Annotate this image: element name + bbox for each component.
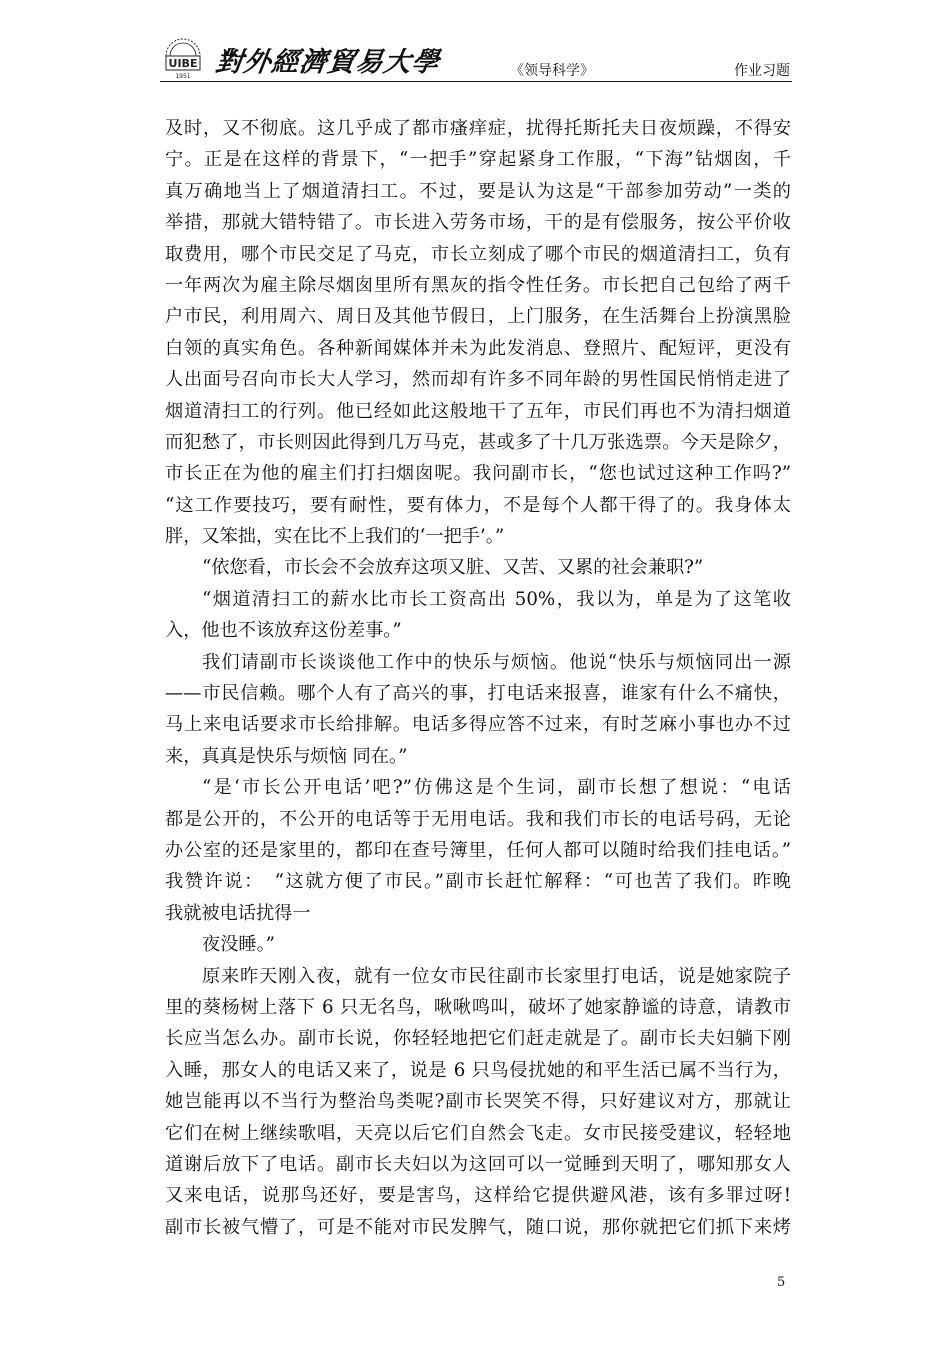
text-line: 又来电话，说那鸟还好，要是害鸟，这样给它提供避风港，该有多罪过呀! <box>165 1185 791 1207</box>
text-line: 办公室的还是家里的，都印在查号簿里，任何人都可以随时给我们挂电话。” <box>165 839 791 861</box>
text-line: 真万确地当上了烟道清扫工。不过，要是认为这是“干部参加劳动”一类的 <box>165 180 791 202</box>
university-name: 對外經濟貿易大學 <box>213 47 442 78</box>
text-line: “是‘市长公开电话’吧?”仿佛这是个生词，副市长想了想说：“电话 <box>202 777 791 799</box>
text-line: 夜没睡。” <box>202 934 275 956</box>
text-line: 长应当怎么办。副市长说，你轻轻地把它们赶走就是了。副市长夫妇躺下刚 <box>165 1028 791 1050</box>
text-line: 及时，又不彻底。这几乎成了都市瘙痒症，扰得托斯托夫日夜烦躁，不得安 <box>165 118 791 139</box>
text-line: 都是公开的，不公开的电话等于无用电话。我和我们市长的电话号码，无论 <box>165 808 791 830</box>
text-line: 而犯愁了，市长则因此得到几万马克，甚或多了十几万张选票。今天是除夕， <box>165 431 791 453</box>
body-text <box>165 113 791 1243</box>
page-header <box>160 22 792 82</box>
text-line: “这工作要技巧，要有耐性，要有体力，不是每个人都干得了的。我身体太 <box>165 494 791 516</box>
text-line: 道谢后放下了电话。副市长夫妇以为这回可以一觉睡到天明了，哪知那女人 <box>165 1153 791 1175</box>
text-line: 原来昨天刚入夜，就有一位女市民往副市长家里打电话，说是她家院子 <box>202 965 791 987</box>
text-line: 马上来电话要求市长给排解。电话多得应答不过来，有时芝麻小事也办不过 <box>165 714 791 736</box>
text-line: ——市民信赖。哪个人有了高兴的事，打电话来报喜，谁家有什么不痛快， <box>165 683 791 705</box>
text-line: 户市民，利用周六、周日及其他节假日，上门服务，在生活舞台上扮演黑脸 <box>165 306 791 328</box>
text-line: 烟道清扫工的行列。他已经如此这般地干了五年，市民们再也不为清扫烟道 <box>165 400 791 422</box>
text-line: 举措，那就大错特错了。市长进入劳务市场，干的是有偿服务，按公平价收 <box>165 212 791 234</box>
text-line: 入睡，那女人的电话又来了，说是 6 只鸟侵扰她的和平生活已属不当行为， <box>165 1059 791 1081</box>
text-line: 副市长被气懵了，可是不能对市民发脾气，随口说，那你就把它们抓下来烤 <box>165 1216 791 1238</box>
university-logo-icon <box>160 36 206 82</box>
text-line: 我赞许说： “这就方便了市民。”副市长赶忙解释：“可也苦了我们。昨晚 <box>165 871 791 893</box>
text-line: 里的葵杨树上落下 6 只无名鸟，啾啾鸣叫，破坏了她家静谧的诗意，请教市 <box>165 996 791 1018</box>
logo-year: 1951 <box>175 73 191 80</box>
text-line: 它们在树上继续歌唱，天亮以后它们自然会飞走。女市民接受建议，轻轻地 <box>165 1122 791 1144</box>
text-line: 一年两次为雇主除尽烟囱里所有黑灰的指令性任务。市长把自己包给了两千 <box>165 274 791 296</box>
text-line: 她岂能再以不当行为整治鸟类呢?副市长哭笑不得，只好建议对方，那就让 <box>165 1091 791 1113</box>
text-line: 入，他也不该放弃这份差事。” <box>165 620 402 642</box>
text-line: 胖，又笨拙，实在比不上我们的‘一把手’。” <box>165 526 505 548</box>
text-line: “烟道清扫工的薪水比市长工资高出 50%，我以为，单是为了这笔收 <box>202 588 791 610</box>
page-number: 5 <box>777 1275 786 1290</box>
text-line: 白领的真实角色。各种新闻媒体并未为此发消息、登照片、配短评，更没有 <box>165 337 791 359</box>
header-rule <box>160 81 792 82</box>
logo-text: UIBE <box>168 57 198 70</box>
course-title: 《领导科学》 <box>510 63 594 79</box>
text-line: 我就被电话扰得一 <box>165 902 311 924</box>
text-line: 取费用，哪个市民交足了马克，市长立刻成了哪个市民的烟道清扫工，负有 <box>165 243 791 265</box>
text-line: 人出面号召向市长大人学习，然而却有许多不同年龄的男性国民悄悄走进了 <box>165 369 791 391</box>
text-line: 宁。正是在这样的背景下，“一把手”穿起紧身工作服，“下海”钻烟囱，千 <box>165 149 791 171</box>
text-line: “依您看，市长会不会放弃这项又脏、又苦、又累的社会兼职?” <box>202 557 704 579</box>
section-title: 作业习题 <box>734 63 790 79</box>
text-line: 来，真真是快乐与烦恼 同在。” <box>165 745 408 767</box>
text-line: 市长正在为他的雇主们打扫烟囱呢。我问副市长，“您也试过这种工作吗?” <box>165 463 791 485</box>
text-line: 我们请副市长谈谈他工作中的快乐与烦恼。他说“快乐与烦恼同出一源 <box>202 651 791 673</box>
